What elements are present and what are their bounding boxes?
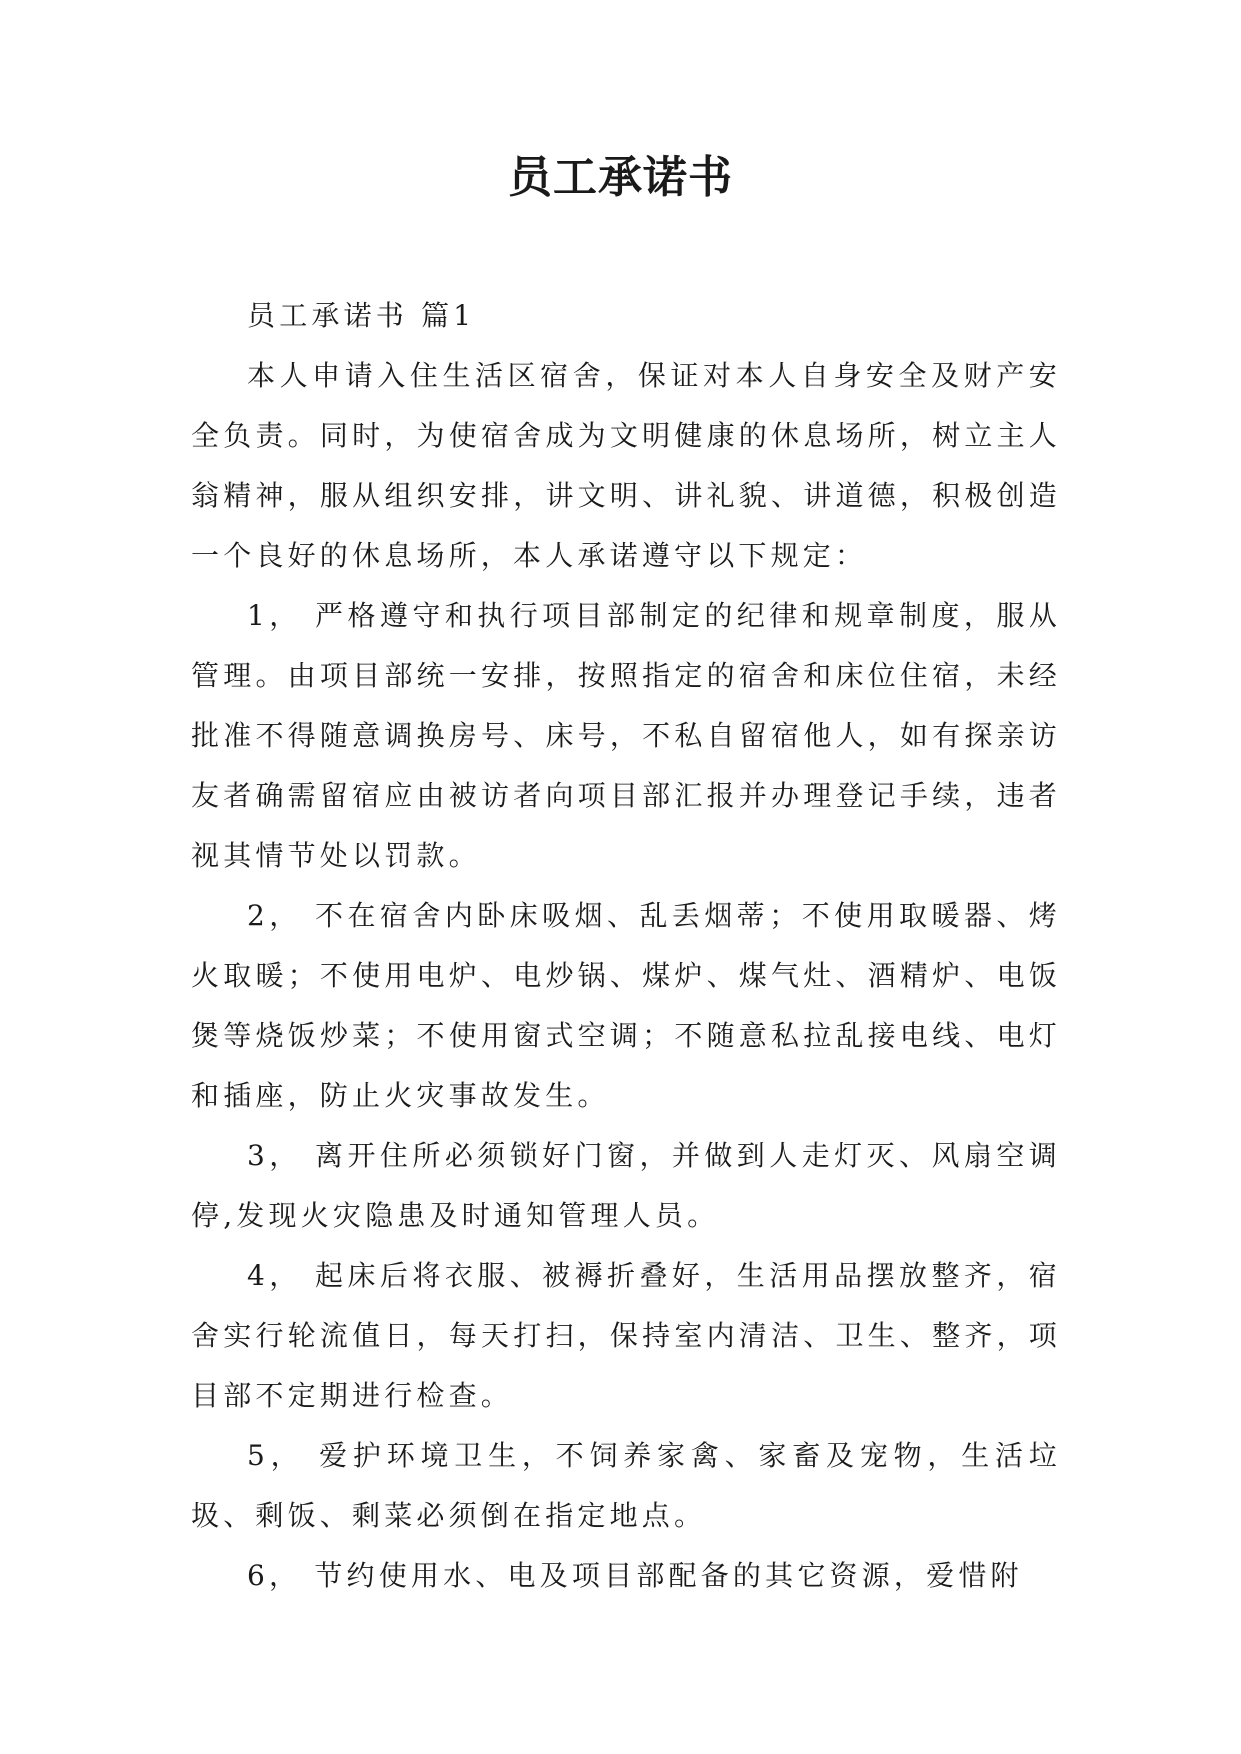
rule-5-paragraph: 5， 爱护环境卫生，不饲养家禽、家畜及宠物，生活垃圾、剩饭、剩菜必须倒在指定地点。 <box>191 1439 1061 1532</box>
rule-6-paragraph: 6， 节约使用水、电及项目部配备的其它资源，爱惜附 <box>247 1559 1023 1592</box>
document-body <box>191 286 1061 1606</box>
intro-paragraph: 本人申请入住生活区宿舍，保证对本人自身安全及财产安全负责。同时，为使宿舍成为文明健康的休息场所，树立主人翁精神，服从组织安排，讲文明、讲礼貌、讲道德，积极创造一个良好的休息场所，本人承诺遵守以下规定： <box>191 359 1061 572</box>
rule-1-paragraph: 1， 严格遵守和执行项目部制定的纪律和规章制度，服从管理。由项目部统一安排，按照指定的宿舍和床位住宿，未经批准不得随意调换房号、床号，不私自留宿他人，如有探亲访友者确需留宿应由被访者向项目部汇报并办理登记手续，违者视其情节处以罚款。 <box>191 599 1061 872</box>
document-title: 员工承诺书 <box>508 152 733 203</box>
section-heading: 员工承诺书 篇1 <box>247 299 476 332</box>
rule-4-paragraph: 4， 起床后将衣服、被褥折叠好，生活用品摆放整齐，宿舍实行轮流值日，每天打扫，保持室内清洁、卫生、整齐，项目部不定期进行检查。 <box>191 1259 1061 1412</box>
rule-2-paragraph: 2， 不在宿舍内卧床吸烟、乱丢烟蒂；不使用取暖器、烤火取暖；不使用电炉、电炒锅、煤炉、煤气灶、酒精炉、电饭煲等烧饭炒菜；不使用窗式空调；不随意私拉乱接电线、电灯和插座，防止火灾事故发生。 <box>191 899 1061 1112</box>
rule-3-paragraph: 3， 离开住所必须锁好门窗，并做到人走灯灭、风扇空调停,发现火灾隐患及时通知管理人员。 <box>191 1139 1061 1232</box>
